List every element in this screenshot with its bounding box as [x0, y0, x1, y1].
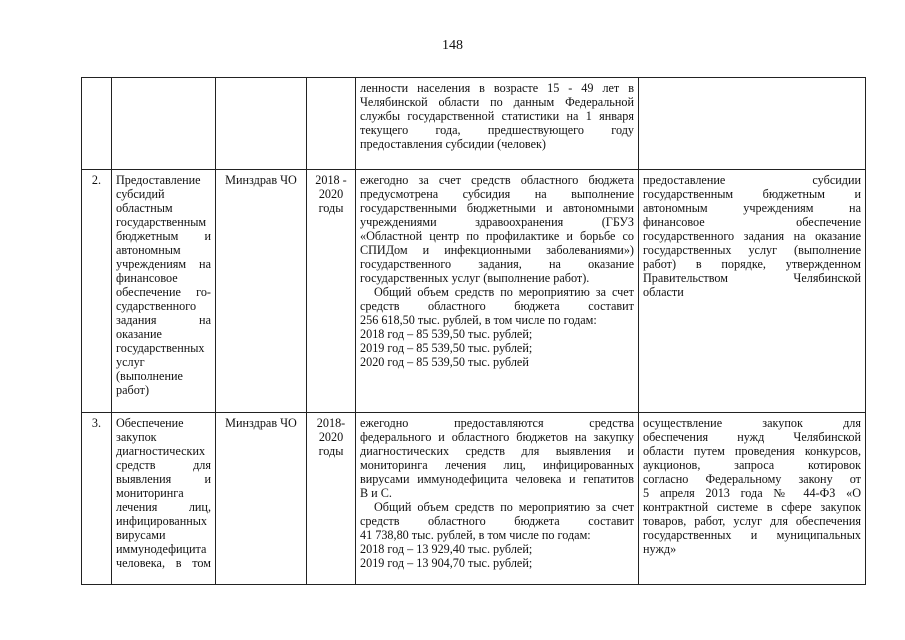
text-line: предусмотрена субсидия на выполнение [360, 187, 634, 201]
text-line: Общий объем средств по мероприятию за счет [374, 500, 634, 514]
text-line: бюджетным и [116, 229, 211, 243]
text-line: Правительством Челябинской [643, 271, 861, 285]
text-line: финансовое обеспечение [643, 215, 861, 229]
text-line: автономным [116, 243, 181, 257]
text-line: СПИДом и инфекционными заболеваниями») [360, 243, 634, 257]
text-line: выявления и [116, 472, 211, 486]
text-line: 2020 [318, 430, 344, 444]
cell-number: 3. [82, 413, 112, 585]
text-line: предоставление субсидии [643, 173, 861, 187]
text-line: вирусами иммунодефицита человека и гепатитов [360, 472, 634, 486]
text-line: государственным [116, 215, 207, 229]
text-line: учреждениям на [116, 257, 211, 271]
text-line: государственных услуг (выполнение [643, 243, 861, 257]
text-line: аукционов, запроса котировок [643, 458, 861, 472]
text-line: лечения лиц, [116, 500, 211, 514]
text-line: вирусами [116, 528, 166, 542]
text-line: текущего года, предшествующего году [360, 123, 634, 137]
text-line: автономным учреждениям на [643, 201, 861, 215]
text-line: предоставления субсидии (человек) [360, 137, 546, 151]
text-line: 2020 год – 85 539,50 тыс. рублей [360, 355, 529, 369]
page-number: 148 [442, 38, 463, 53]
text-line: 2018 год – 13 929,40 тыс. рублей; [360, 542, 533, 556]
text-line: государственного задания, на оказание [360, 257, 634, 271]
cell-name [112, 413, 216, 585]
text-line: государственных и муниципальных [643, 528, 861, 542]
text-line: годы [318, 444, 344, 458]
text-line: субсидий [116, 187, 165, 201]
text-line: финансовое [116, 271, 178, 285]
text-line: согласно Федеральному закону от [643, 472, 861, 486]
text-line: (выполнение [116, 369, 183, 383]
text-line: закупок [116, 430, 157, 444]
text-line: области [643, 285, 684, 299]
text-line: государственных услуг (выполнение работ). [360, 271, 590, 285]
table-row-continued [82, 78, 866, 170]
text-line: обеспечение го- [116, 285, 211, 299]
measures-table [81, 77, 866, 585]
text-line: иммунодефицита [116, 542, 207, 556]
text-line: 2018- [316, 416, 346, 430]
text-line: работ) [116, 383, 150, 397]
text-line: нужд» [643, 542, 677, 556]
table-row [82, 170, 866, 413]
cell-description [356, 78, 639, 170]
cell-period [307, 413, 356, 585]
text-line: ежегодно за счет средств областного бюджета [360, 173, 634, 187]
text-line: сударственного [116, 299, 197, 313]
text-line: Общий объем средств по мероприятию за счет [374, 285, 634, 299]
text-line: ежегодно предоставляются средства [360, 416, 634, 430]
text-line: годы [318, 201, 344, 215]
cell-period [307, 170, 356, 413]
text-line: осуществление закупок для [643, 416, 861, 430]
text-line: инфицированных [116, 514, 208, 528]
cell-result [639, 78, 866, 170]
text-line: средств областного бюджета составит [360, 514, 634, 528]
text-line: службы государственной статистики на 1 января [360, 109, 634, 123]
text-line: государственными бюджетными и автономными [360, 201, 634, 215]
cell-name [112, 170, 216, 413]
cell-description [356, 170, 639, 413]
text-line: задания на [116, 313, 211, 327]
text-line: учреждениями здравоохранения (ГБУЗ [360, 215, 634, 229]
text-line: ленности населения в возрасте 15 - 49 лет в [360, 81, 634, 95]
cell-executor [216, 78, 307, 170]
text-line: федерального и областного бюджетов на закупку [360, 430, 634, 444]
table-row [82, 413, 866, 585]
text-line: услуг [116, 355, 145, 369]
cell-number: 2. [82, 170, 112, 413]
cell-number [82, 78, 112, 170]
text-line: обеспечения нужд Челябинской [643, 430, 861, 444]
text-line: 41 738,80 тыс. рублей, в том числе по годам: [360, 528, 591, 542]
text-line: области путем проведения конкурсов, [643, 444, 861, 458]
text-line: диагностических [116, 444, 206, 458]
cell-result [639, 170, 866, 413]
cell-executor: Минздрав ЧО [216, 170, 307, 413]
text-line: «Областной центр по профилактике и борьбе со [360, 229, 634, 243]
text-line: средств областного бюджета составит [360, 299, 634, 313]
text-line: государственным бюджетным и [643, 187, 861, 201]
text-line: государственного задания на оказание [643, 229, 861, 243]
cell-period [307, 78, 356, 170]
text-line: диагностических средств для выявления и [360, 444, 634, 458]
text-line: товаров, работ, услуг для обеспечения [643, 514, 861, 528]
text-line: мониторинга лечения лиц, инфицированных [360, 458, 634, 472]
text-line: средств для [116, 458, 211, 472]
text-line: 2020 [318, 187, 344, 201]
text-line: Предоставление [116, 173, 201, 187]
text-line: В и С. [360, 486, 392, 500]
text-line: работ) в порядке, утвержденном [643, 257, 861, 271]
text-line: 256 618,50 тыс. рублей, в том числе по годам: [360, 313, 597, 327]
text-line: государственных [116, 341, 205, 355]
text-line: 2019 год – 85 539,50 тыс. рублей; [360, 341, 533, 355]
cell-name [112, 78, 216, 170]
text-line: Челябинской области по данным Федеральной [360, 95, 634, 109]
text-line: 2019 год – 13 904,70 тыс. рублей; [360, 556, 533, 570]
text-line: мониторинга [116, 486, 184, 500]
text-line: контрактной системе в сфере закупок [643, 500, 861, 514]
cell-executor: Минздрав ЧО [216, 413, 307, 585]
text-line: 2018 - [315, 173, 347, 187]
text-line: человека, в том [116, 556, 211, 570]
cell-description [356, 413, 639, 585]
text-line: 2018 год – 85 539,50 тыс. рублей; [360, 327, 533, 341]
cell-result [639, 413, 866, 585]
text-line: оказание [116, 327, 162, 341]
text-line: Обеспечение [116, 416, 184, 430]
text-line: областным [116, 201, 173, 215]
text-line: 5 апреля 2013 года № 44-ФЗ «О [643, 486, 861, 500]
